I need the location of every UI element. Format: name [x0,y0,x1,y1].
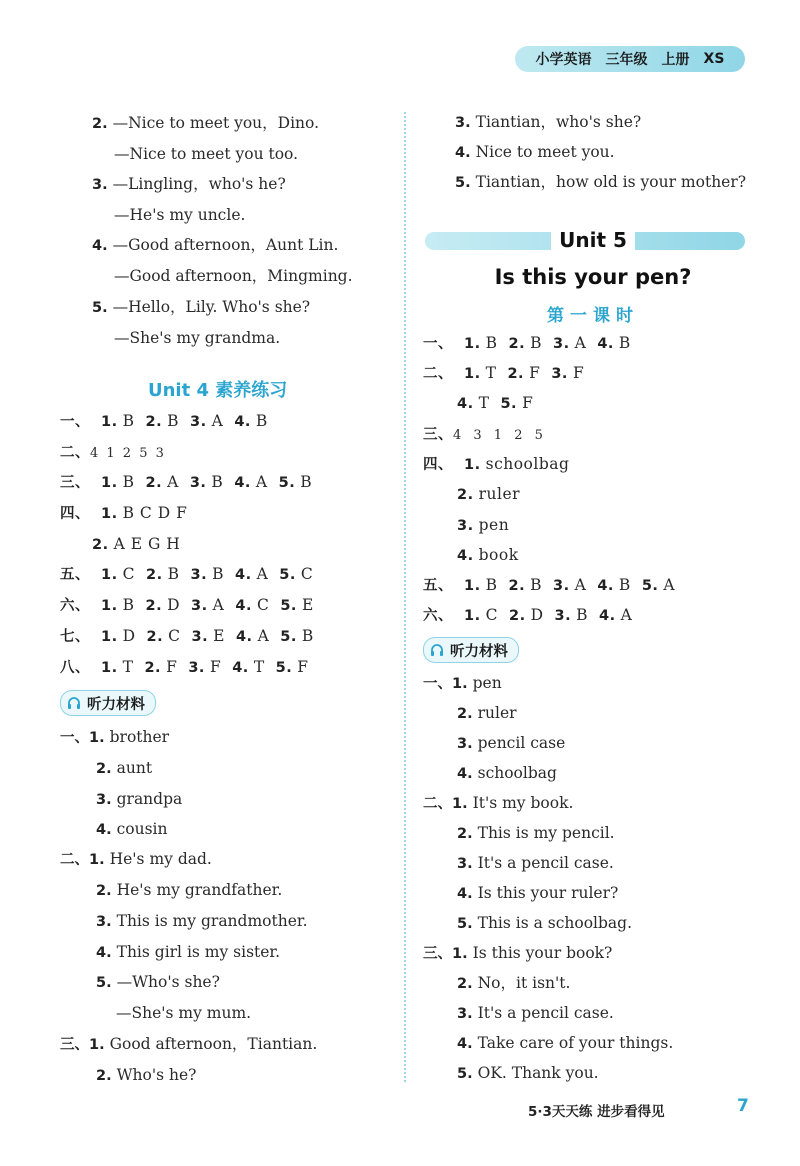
answer-row: 一、 1. B 2. B 3. A 4. B [423,334,631,352]
listening-line: 2. aunt [96,759,153,777]
listening-line: 3. This is my grandmother. [96,912,308,930]
listening-line: 三、1. Is this your book? [423,944,613,962]
answer-row: 二、 1. T 2. F 3. F [423,364,585,382]
listening-tab [423,637,519,663]
section-title-unit4: Unit 4 素养练习 [148,380,288,401]
answer-row: 五、 1. C 2. B 3. B 4. A 5. C [60,565,314,583]
left-cont-line: 2. —Nice to meet you，Dino. [92,114,320,132]
answer-row: 六、 1. C 2. D 3. B 4. A [423,606,633,624]
listening-label: 听力材料 [87,696,145,713]
listening-line: 2. Who's he? [96,1066,197,1084]
answer-row: 三、4 3 1 2 5 [423,427,547,443]
left-cont-line: —Good afternoon，Mingming. [114,267,353,285]
listening-line: 一、1. brother [60,728,170,746]
listening-line: 4. cousin [96,820,168,838]
listening-tab [60,690,156,716]
listening-line: 4. schoolbag [457,764,557,782]
listening-line: 2. This is my pencil. [457,824,615,842]
headphones-icon [430,644,444,657]
footer-slogan: 5·3天天练 进步看得见 [528,1104,665,1120]
listening-line: 4. Take care of your things. [457,1034,674,1052]
left-cont-line: 5. —Hello，Lily. Who's she? [92,298,311,316]
listening-line: 3. It's a pencil case. [457,1004,614,1022]
listening-line: 一、1. pen [423,674,502,692]
answer-row: 四、 1. schoolbag [423,455,570,473]
answer-row: 七、 1. D 2. C 3. E 4. A 5. B [60,627,314,645]
listening-line: 5. —Who's she? [96,973,220,991]
header-grade: 三年级 [605,52,648,68]
right-cont-line: 4. Nice to meet you. [455,143,615,161]
listening-line: 4. This girl is my sister. [96,943,281,961]
column-divider [404,112,406,1082]
listening-line: 三、1. Good afternoon，Tiantian. [60,1035,318,1053]
left-cont-line: 4. —Good afternoon，Aunt Lin. [92,236,339,254]
answer-row: 2. A E G H [92,535,181,553]
left-cont-line: —Nice to meet you too. [114,145,299,163]
left-cont-line: 3. —Lingling，who's he? [92,175,286,193]
left-cont-line: —She's my grandma. [114,329,281,347]
left-cont-line: —He's my uncle. [114,206,246,224]
header-badge [515,46,745,72]
listening-line: 4. Is this your ruler? [457,884,619,902]
answer-row: 4. book [457,546,519,564]
page-number: 7 [737,1096,749,1116]
listening-line: 2. He's my grandfather. [96,881,283,899]
answer-row: 2. ruler [457,485,521,503]
listening-line: 5. This is a schoolbag. [457,914,633,932]
listening-line: 3. grandpa [96,790,183,808]
listening-line: 二、1. It's my book. [423,794,574,812]
answer-row: 四、 1. B C D F [60,504,188,522]
listening-line: 2. ruler [457,704,517,722]
listening-line: —She's my mum. [116,1004,252,1022]
answer-row: 八、 1. T 2. F 3. F 4. T 5. F [60,658,309,676]
lesson-subtitle: 第一课时 [547,306,639,326]
right-cont-line: 3. Tiantian，who's she? [455,113,642,131]
answer-row: 一、 1. B 2. B 3. A 4. B [60,412,268,430]
listening-label: 听力材料 [450,643,508,660]
answer-row: 五、 1. B 2. B 3. A 4. B 5. A [423,576,676,594]
listening-line: 5. OK. Thank you. [457,1064,599,1082]
unit-label: Unit 5 [423,228,763,252]
listening-line: 2. No，it isn't. [457,974,571,992]
listening-line: 二、1. He's my dad. [60,850,212,868]
right-cont-line: 5. Tiantian，how old is your mother? [455,173,747,191]
answer-row: 三、 1. B 2. A 3. B 4. A 5. B [60,473,313,491]
listening-line: 3. pencil case [457,734,566,752]
header-volume: 上册 [661,52,690,68]
headphones-icon [67,697,81,710]
listening-line: 3. It's a pencil case. [457,854,614,872]
answer-row: 六、 1. B 2. D 3. A 4. C 5. E [60,596,314,614]
answer-row: 3. pen [457,516,510,534]
header-edition: XS [703,51,725,67]
answer-row: 4. T 5. F [457,394,534,412]
unit-title: Is this your pen? [494,265,692,289]
header-subject: 小学英语 [535,52,592,68]
answer-row: 二、4 1 2 5 3 [60,445,166,461]
